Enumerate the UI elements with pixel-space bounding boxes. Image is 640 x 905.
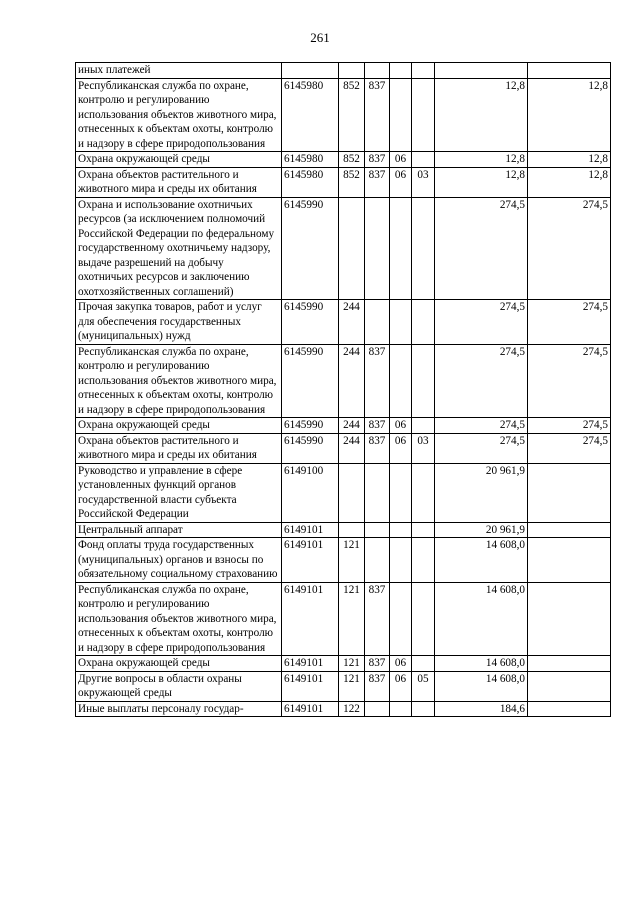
table-row: [76, 344, 611, 418]
table-row: [76, 433, 611, 463]
amount-cell: 274,5: [435, 433, 528, 463]
amount-cell: [435, 63, 528, 79]
table-row: [76, 522, 611, 538]
item-name-cell: Центральный аппарат: [76, 522, 282, 538]
budget-table: [75, 62, 611, 717]
amount-subvention-cell: 274,5: [528, 344, 611, 418]
subsection-code-cell: [412, 300, 435, 345]
item-name-cell: Охрана окружающей среды: [76, 418, 282, 434]
ministry-code-cell: [365, 463, 390, 522]
table-row: [76, 78, 611, 152]
item-name-cell: Охрана окружающей среды: [76, 152, 282, 168]
amount-cell: 12,8: [435, 167, 528, 197]
budget-table-body: [76, 63, 611, 717]
item-name-cell: Республиканская служба по охране, контролю и регулированию использования объектов животного мира, отнесенных к объектам охоты, контролю и надзору в сфере природопользования: [76, 582, 282, 656]
ministry-code-cell: 837: [365, 582, 390, 656]
expense-type-cell: [339, 522, 365, 538]
expense-type-cell: 122: [339, 701, 365, 717]
target-code-cell: 6149101: [282, 538, 339, 583]
amount-cell: 14 608,0: [435, 671, 528, 701]
table-row: [76, 63, 611, 79]
amount-cell: 274,5: [435, 300, 528, 345]
ministry-code-cell: 837: [365, 418, 390, 434]
amount-cell: 20 961,9: [435, 522, 528, 538]
target-code-cell: 6149100: [282, 463, 339, 522]
ministry-code-cell: 837: [365, 656, 390, 672]
amount-cell: 14 608,0: [435, 538, 528, 583]
section-code-cell: [390, 78, 412, 152]
expense-type-cell: 244: [339, 344, 365, 418]
item-name-cell: Республиканская служба по охране, контролю и регулированию использования объектов животного мира, отнесенных к объектам охоты, контролю и надзору в сфере природопользования: [76, 78, 282, 152]
amount-subvention-cell: [528, 582, 611, 656]
target-code-cell: 6145990: [282, 300, 339, 345]
target-code-cell: 6149101: [282, 656, 339, 672]
section-code-cell: [390, 538, 412, 583]
amount-cell: 12,8: [435, 152, 528, 168]
subsection-code-cell: [412, 344, 435, 418]
ministry-code-cell: 837: [365, 78, 390, 152]
amount-cell: 274,5: [435, 418, 528, 434]
table-row: [76, 538, 611, 583]
target-code-cell: 6149101: [282, 701, 339, 717]
amount-subvention-cell: [528, 656, 611, 672]
expense-type-cell: 852: [339, 78, 365, 152]
subsection-code-cell: 03: [412, 433, 435, 463]
ministry-code-cell: [365, 63, 390, 79]
amount-cell: 14 608,0: [435, 656, 528, 672]
subsection-code-cell: [412, 78, 435, 152]
amount-subvention-cell: 274,5: [528, 418, 611, 434]
table-row: [76, 463, 611, 522]
section-code-cell: 06: [390, 656, 412, 672]
section-code-cell: 06: [390, 433, 412, 463]
subsection-code-cell: 05: [412, 671, 435, 701]
amount-cell: 20 961,9: [435, 463, 528, 522]
target-code-cell: 6149101: [282, 671, 339, 701]
expense-type-cell: 121: [339, 656, 365, 672]
section-code-cell: [390, 344, 412, 418]
item-name-cell: Фонд оплаты труда государственных (муниципальных) органов и взносы по обязательному социальному страхованию: [76, 538, 282, 583]
subsection-code-cell: [412, 656, 435, 672]
amount-cell: 184,6: [435, 701, 528, 717]
subsection-code-cell: 03: [412, 167, 435, 197]
amount-subvention-cell: [528, 522, 611, 538]
section-code-cell: 06: [390, 671, 412, 701]
section-code-cell: [390, 300, 412, 345]
ministry-code-cell: 837: [365, 433, 390, 463]
section-code-cell: [390, 582, 412, 656]
target-code-cell: [282, 63, 339, 79]
amount-subvention-cell: [528, 63, 611, 79]
ministry-code-cell: 837: [365, 671, 390, 701]
amount-subvention-cell: [528, 671, 611, 701]
expense-type-cell: 121: [339, 671, 365, 701]
amount-cell: 274,5: [435, 344, 528, 418]
target-code-cell: 6145990: [282, 344, 339, 418]
subsection-code-cell: [412, 582, 435, 656]
item-name-cell: Охрана окружающей среды: [76, 656, 282, 672]
target-code-cell: 6145980: [282, 167, 339, 197]
item-name-cell: Другие вопросы в области охраны окружающей среды: [76, 671, 282, 701]
expense-type-cell: [339, 197, 365, 300]
amount-subvention-cell: [528, 463, 611, 522]
item-name-cell: Прочая закупка товаров, работ и услуг для обеспечения государственных (муниципальных) нужд: [76, 300, 282, 345]
table-row: [76, 197, 611, 300]
item-name-cell: Руководство и управление в сфере установленных функций органов государственной власти субъекта Российской Федерации: [76, 463, 282, 522]
item-name-cell: Охрана объектов растительного и животного мира и среды их обитания: [76, 167, 282, 197]
section-code-cell: 06: [390, 152, 412, 168]
expense-type-cell: [339, 463, 365, 522]
ministry-code-cell: [365, 300, 390, 345]
table-row: [76, 300, 611, 345]
amount-cell: 274,5: [435, 197, 528, 300]
item-name-cell: Республиканская служба по охране, контролю и регулированию использования объектов животного мира, отнесенных к объектам охоты, контролю и надзору в сфере природопользования: [76, 344, 282, 418]
section-code-cell: [390, 197, 412, 300]
subsection-code-cell: [412, 463, 435, 522]
subsection-code-cell: [412, 152, 435, 168]
table-row: [76, 418, 611, 434]
section-code-cell: [390, 63, 412, 79]
subsection-code-cell: [412, 418, 435, 434]
amount-subvention-cell: [528, 701, 611, 717]
expense-type-cell: [339, 63, 365, 79]
amount-subvention-cell: [528, 538, 611, 583]
section-code-cell: 06: [390, 167, 412, 197]
item-name-cell: Охрана и использование охотничьих ресурсов (за исключением полномочий Российской Федерации по федеральному государственному охотничьему надзору, выдаче разрешений на добычу охотничьих ресурсов и заключению охотхозяйственных соглашений): [76, 197, 282, 300]
table-row: [76, 701, 611, 717]
table-row: [76, 656, 611, 672]
ministry-code-cell: 837: [365, 167, 390, 197]
subsection-code-cell: [412, 701, 435, 717]
expense-type-cell: 244: [339, 433, 365, 463]
ministry-code-cell: [365, 197, 390, 300]
target-code-cell: 6145990: [282, 197, 339, 300]
target-code-cell: 6149101: [282, 522, 339, 538]
amount-cell: 14 608,0: [435, 582, 528, 656]
amount-subvention-cell: 12,8: [528, 167, 611, 197]
ministry-code-cell: 837: [365, 152, 390, 168]
ministry-code-cell: 837: [365, 344, 390, 418]
amount-subvention-cell: 12,8: [528, 152, 611, 168]
table-row: [76, 152, 611, 168]
expense-type-cell: 121: [339, 538, 365, 583]
subsection-code-cell: [412, 538, 435, 583]
expense-type-cell: 121: [339, 582, 365, 656]
target-code-cell: 6145990: [282, 418, 339, 434]
subsection-code-cell: [412, 63, 435, 79]
expense-type-cell: 852: [339, 167, 365, 197]
subsection-code-cell: [412, 522, 435, 538]
amount-cell: 12,8: [435, 78, 528, 152]
target-code-cell: 6145990: [282, 433, 339, 463]
table-row: [76, 671, 611, 701]
table-row: [76, 167, 611, 197]
ministry-code-cell: [365, 538, 390, 583]
amount-subvention-cell: 274,5: [528, 300, 611, 345]
expense-type-cell: 244: [339, 300, 365, 345]
amount-subvention-cell: 12,8: [528, 78, 611, 152]
ministry-code-cell: [365, 522, 390, 538]
item-name-cell: иных платежей: [76, 63, 282, 79]
item-name-cell: Иные выплаты персоналу государ-: [76, 701, 282, 717]
section-code-cell: 06: [390, 418, 412, 434]
table-row: [76, 582, 611, 656]
target-code-cell: 6145980: [282, 78, 339, 152]
target-code-cell: 6149101: [282, 582, 339, 656]
page-number: 261: [310, 30, 330, 45]
expense-type-cell: 244: [339, 418, 365, 434]
subsection-code-cell: [412, 197, 435, 300]
amount-subvention-cell: 274,5: [528, 197, 611, 300]
expense-type-cell: 852: [339, 152, 365, 168]
item-name-cell: Охрана объектов растительного и животного мира и среды их обитания: [76, 433, 282, 463]
section-code-cell: [390, 463, 412, 522]
target-code-cell: 6145980: [282, 152, 339, 168]
section-code-cell: [390, 701, 412, 717]
amount-subvention-cell: 274,5: [528, 433, 611, 463]
section-code-cell: [390, 522, 412, 538]
ministry-code-cell: [365, 701, 390, 717]
